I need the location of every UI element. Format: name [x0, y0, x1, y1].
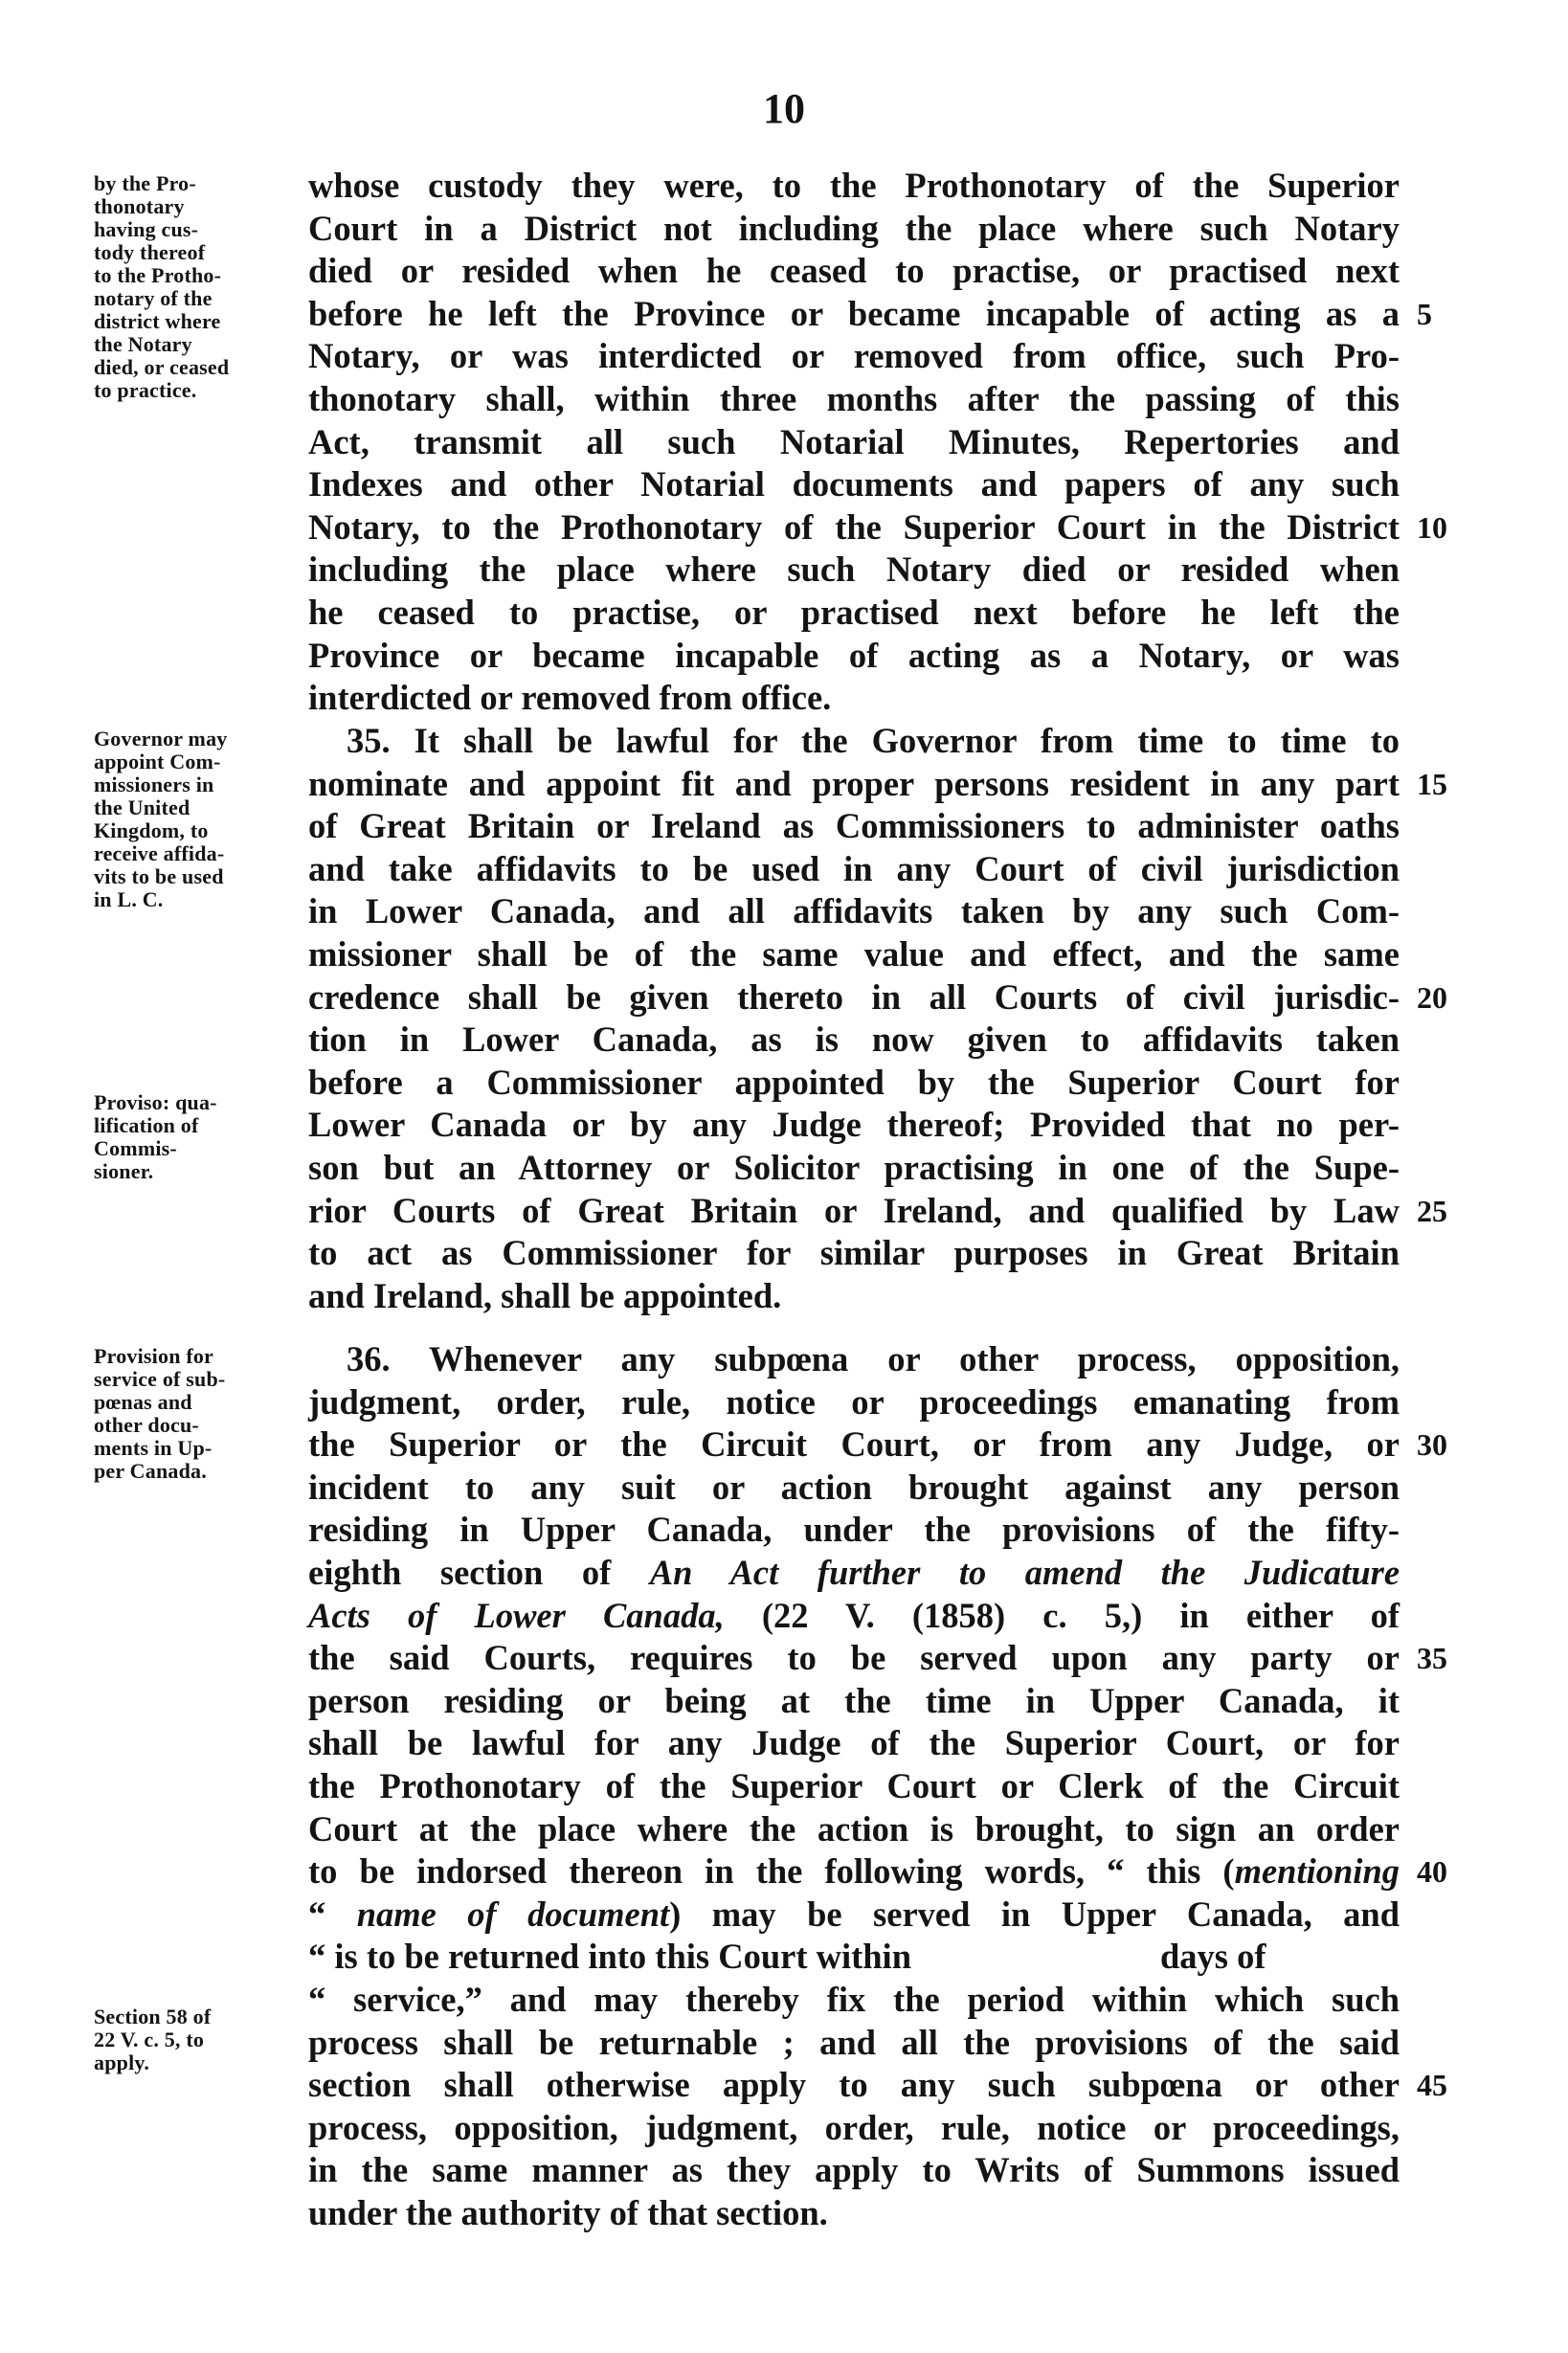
section-35	[308, 720, 1400, 1317]
text-line: incident to any suit or action brought against any person	[308, 1467, 1400, 1507]
margin-note-section-58	[94, 2006, 309, 2074]
text-line: Act, transmit all such Notarial Minutes, Repertories and	[308, 421, 1400, 461]
text-line: person residing or being at the time in Upper Canada, it	[308, 1680, 1400, 1720]
line-number: 30	[1417, 1427, 1447, 1462]
note-line: lification of	[94, 1113, 199, 1137]
text-line: the Superior or the Circuit Court, or from any Judge, or	[308, 1424, 1400, 1465]
note-line: to the Protho-	[94, 263, 222, 287]
note-line: missioners in	[94, 773, 214, 796]
text-fragment: eighth section of	[308, 1552, 612, 1592]
text-line: “ service,” and may thereby fix the period within which such	[308, 1979, 1400, 2019]
text-line-act-title	[308, 1552, 1400, 1595]
note-line: Section 58 of	[94, 2005, 212, 2028]
line-number: 15	[1417, 767, 1447, 801]
line-number: 45	[1417, 2068, 1447, 2102]
text-line-act-title-2	[308, 1595, 1400, 1638]
text-line: to act as Commissioner for similar purposes in Great Britain	[308, 1233, 1400, 1273]
text-line: in the same manner as they apply to Writs of Summons issued	[308, 2150, 1400, 2190]
margin-note-provision-service	[94, 1345, 309, 1483]
text-line: nominate and appoint fit and proper persons resident in any part	[308, 763, 1400, 803]
text-line: including the place where such Notary died or resided when	[308, 549, 1400, 590]
italic-word: mentioning	[1234, 1851, 1400, 1892]
text-line: shall be lawful for any Judge of the Superior Court, or for	[308, 1723, 1400, 1763]
page-number: 10	[763, 85, 805, 132]
note-line: per Canada.	[94, 1459, 207, 1483]
margin-note-prothonotary	[94, 172, 309, 402]
note-line: service of sub-	[94, 1367, 226, 1391]
note-line: appoint Com-	[94, 750, 221, 773]
text-line: son but an Attorney or Solicitor practising in one of the Supe-	[308, 1147, 1400, 1187]
margin-note-proviso	[94, 1091, 309, 1183]
text-line: missioner shall be of the same value and effect, and the same	[308, 933, 1400, 974]
italic-act-title: Acts of Lower Canada,	[308, 1595, 725, 1635]
line-number: 10	[1417, 510, 1447, 545]
italic-word: name of document	[356, 1894, 670, 1934]
text-line-days	[308, 1936, 1400, 1979]
note-line: to practice.	[94, 378, 197, 402]
note-line: Kingdom, to	[94, 818, 209, 842]
text-line: the said Courts, requires to be served upon any party or	[308, 1638, 1400, 1678]
note-line: the United	[94, 796, 190, 819]
text-line: judgment, order, rule, notice or proceedings emanating from	[308, 1381, 1400, 1422]
text-line: 35. It shall be lawful for the Governor from time to time to	[347, 721, 1400, 760]
text-line: under the authority of that section.	[308, 2192, 828, 2232]
note-line: Provision for	[94, 1344, 214, 1368]
note-line: apply.	[94, 2050, 150, 2074]
text-fragment: ) may be served in Upper Canada, and	[669, 1894, 1400, 1934]
text-line: thonotary shall, within three months after the passing of this	[308, 378, 1400, 418]
section-36	[308, 1338, 1400, 2234]
note-line: died, or ceased	[94, 355, 230, 379]
note-line: having cus-	[94, 217, 199, 241]
note-line: sioner.	[94, 1159, 154, 1183]
line-number: 25	[1417, 1194, 1447, 1228]
note-line: district where	[94, 309, 221, 333]
note-line: ments in Up-	[94, 1436, 213, 1460]
paragraph-continuation	[308, 165, 1400, 720]
text-line: before a Commissioner appointed by the Superior Court for	[308, 1062, 1400, 1102]
note-line: tody thereof	[94, 240, 206, 264]
text-line: rior Courts of Great Britain or Ireland, and qualified by Law	[308, 1190, 1400, 1230]
note-line: 22 V. c. 5, to	[94, 2028, 205, 2051]
text-fragment: “	[308, 1894, 326, 1934]
text-line: whose custody they were, to the Prothonotary of the Superior	[308, 166, 1400, 205]
text-fragment: “ is to be returned into this Court within	[308, 1937, 911, 1977]
italic-act-title: An Act further to amend the Judicature	[649, 1552, 1400, 1592]
text-line-name-of-document	[308, 1894, 1400, 1937]
line-number: 35	[1417, 1641, 1447, 1675]
line-number: 40	[1417, 1854, 1447, 1889]
note-line: the Notary	[94, 332, 192, 356]
text-line: Court at the place where the action is brought, to sign an order	[308, 1808, 1400, 1849]
text-line: 36. Whenever any subpœna or other process, opposition,	[347, 1339, 1400, 1378]
text-line: of Great Britain or Ireland as Commissioners to administer oaths	[308, 806, 1400, 846]
text-line: Court in a District not including the place where such Notary	[308, 208, 1400, 248]
note-line: other docu-	[94, 1413, 199, 1437]
text-line: he ceased to practise, or practised next before he left the	[308, 592, 1400, 632]
note-line: pœnas and	[94, 1390, 192, 1414]
text-line-mentioning	[308, 1850, 1400, 1894]
text-line: credence shall be given thereto in all Courts of civil jurisdic-	[308, 976, 1400, 1017]
text-fragment: (22 V. (1858) c. 5,) in either of	[761, 1595, 1400, 1635]
text-line: Notary, to the Prothonotary of the Superior Court in the District	[308, 506, 1400, 547]
note-line: Proviso: qua-	[94, 1090, 217, 1114]
margin-note-governor	[94, 728, 309, 911]
text-fragment: to be indorsed thereon in the following words, “ this (	[308, 1851, 1235, 1892]
line-number: 20	[1417, 980, 1447, 1015]
text-line: process shall be returnable ; and all the provisions of the said	[308, 2022, 1400, 2062]
text-line: Lower Canada or by any Judge thereof; Provided that no per-	[308, 1105, 1400, 1145]
line-number: 5	[1417, 297, 1432, 331]
text-line: died or resided when he ceased to practise, or practised next	[308, 251, 1400, 291]
text-line: interdicted or removed from office.	[308, 678, 832, 718]
text-line: residing in Upper Canada, under the provisions of the fifty-	[308, 1510, 1400, 1550]
text-line: Indexes and other Notarial documents and papers of any such	[308, 464, 1400, 504]
note-line: Governor may	[94, 727, 228, 751]
text-line: Province or became incapable of acting as a Notary, or was	[308, 635, 1400, 675]
text-line: the Prothonotary of the Superior Court or Clerk of the Circuit	[308, 1765, 1400, 1805]
note-line: thonotary	[94, 194, 185, 218]
text-line: section shall otherwise apply to any such subpœna or other	[308, 2065, 1400, 2105]
text-line: process, opposition, judgment, order, rule, notice or proceedings,	[308, 2107, 1400, 2147]
note-line: notary of the	[94, 286, 213, 310]
text-fragment: days of	[1160, 1937, 1266, 1977]
note-line: vits to be used	[94, 864, 224, 888]
text-line: in Lower Canada, and all affidavits taken by any such Com-	[308, 891, 1400, 931]
text-line: tion in Lower Canada, as is now given to affidavits taken	[308, 1020, 1400, 1060]
note-line: Commis-	[94, 1136, 177, 1160]
text-line: Notary, or was interdicted or removed from office, such Pro-	[308, 336, 1400, 376]
text-line: before he left the Province or became incapable of acting as a	[308, 293, 1400, 333]
note-line: by the Pro-	[94, 171, 196, 195]
note-line: receive affida-	[94, 841, 225, 865]
text-line: and take affidavits to be used in any Court of civil jurisdiction	[308, 848, 1400, 888]
note-line: in L. C.	[94, 887, 164, 911]
text-line: and Ireland, shall be appointed.	[308, 1275, 782, 1315]
